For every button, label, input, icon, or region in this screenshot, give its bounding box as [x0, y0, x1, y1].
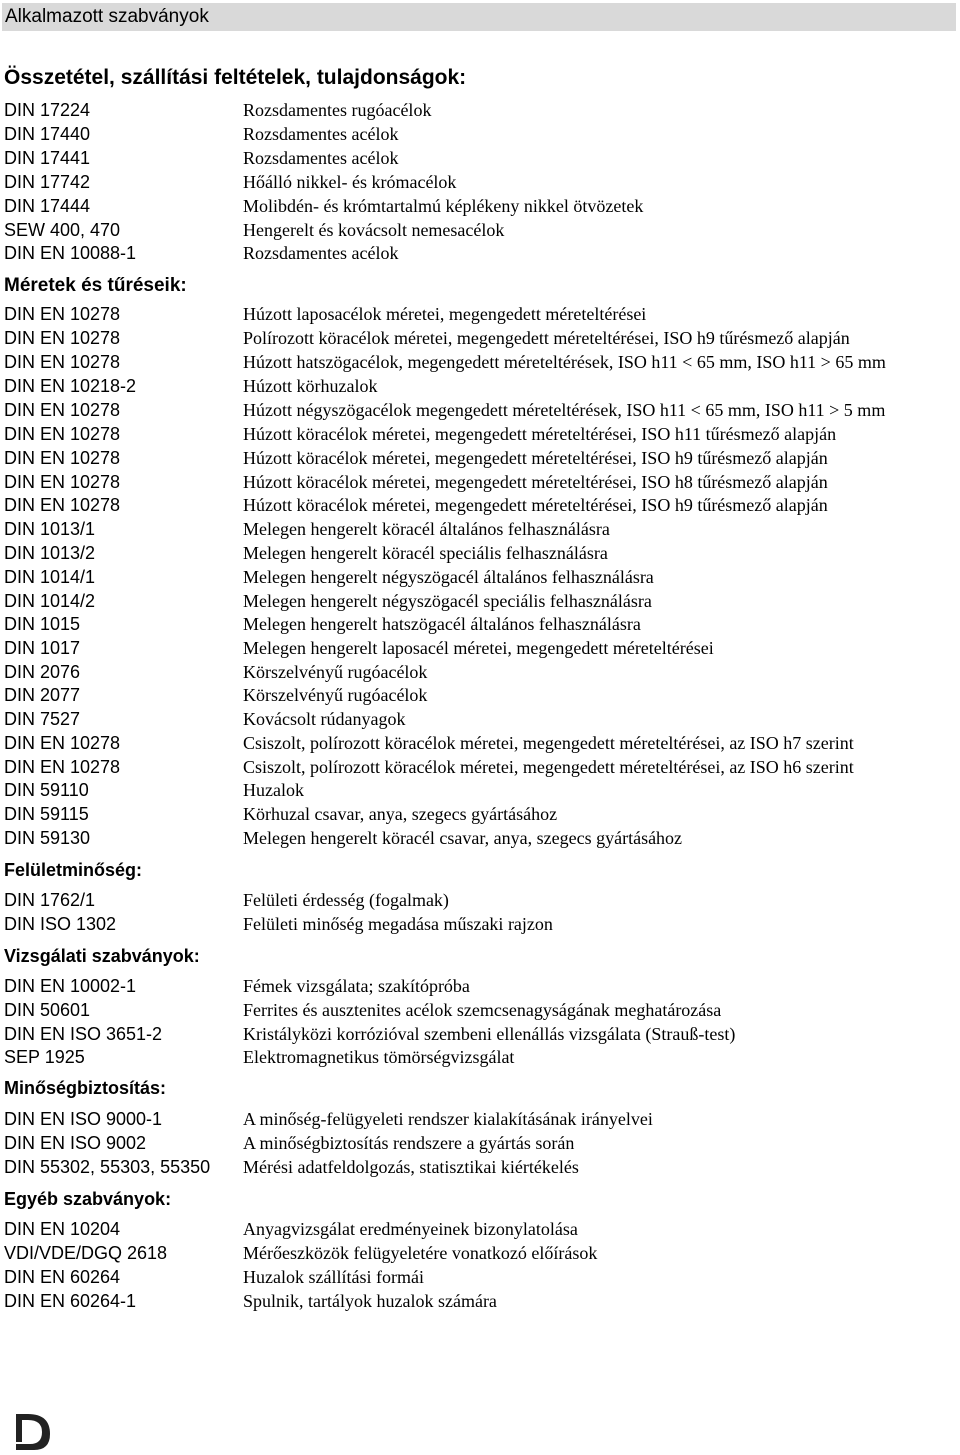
standard-code: DIN EN 10278	[4, 424, 121, 444]
standard-description: Melegen hengerelt köracél csavar, anya, szegecs gyártásához	[243, 828, 683, 848]
standard-description: Melegen hengerelt laposacél méretei, megengedett méreteltérései	[243, 638, 714, 658]
standard-description: Hengerelt és kovácsolt nemesacélok	[243, 220, 505, 240]
standard-code: DIN EN 10088-1	[4, 243, 137, 263]
standard-description: Melegen hengerelt négyszögacél speciális felhasználásra	[243, 591, 652, 611]
standard-description: Felületi érdesség (fogalmak)	[243, 890, 449, 910]
section-heading: Méretek és tűréseik:	[4, 275, 187, 296]
standard-description: Rozsdamentes rugóacélok	[243, 100, 432, 120]
standard-description: Fémek vizsgálata; szakítópróba	[243, 976, 470, 996]
standard-code: DIN EN 10278	[4, 472, 121, 492]
standard-code: SEP 1925	[4, 1047, 85, 1067]
standard-code: DIN 17440	[4, 124, 91, 144]
standard-description: Kovácsolt rúdanyagok	[243, 709, 406, 729]
standard-code: DIN 1013/2	[4, 543, 96, 563]
standard-code: DIN 55302, 55303, 55350	[4, 1157, 211, 1177]
standard-code: DIN EN 10278	[4, 328, 121, 348]
standard-description: Melegen hengerelt köracél speciális felhasználásra	[243, 543, 608, 563]
standard-code: DIN EN 10278	[4, 304, 121, 324]
standard-code: DIN 1762/1	[4, 890, 96, 910]
standard-description: Körhuzal csavar, anya, szegecs gyártásához	[243, 804, 558, 824]
standard-description: Ferrites és ausztenites acélok szemcsenagyságának meghatározása	[243, 1000, 722, 1020]
section-heading: Felületminőség:	[4, 860, 143, 880]
standard-description: Rozsdamentes acélok	[243, 243, 399, 263]
standard-description: Molibdén- és krómtartalmú képlékeny nikkel ötvözetek	[243, 196, 644, 216]
standard-code: DIN EN 60264	[4, 1267, 121, 1287]
standard-code: DIN EN 10002-1	[4, 976, 137, 996]
logo-icon	[14, 1412, 54, 1452]
standard-code: DIN 7527	[4, 709, 81, 729]
standard-description: Felületi minőség megadása műszaki rajzon	[243, 914, 553, 934]
standard-code: VDI/VDE/DGQ 2618	[4, 1243, 168, 1263]
standard-description: A minőség-felügyeleti rendszer kialakításának irányelvei	[243, 1109, 653, 1129]
standard-description: Mérési adatfeldolgozás, statisztikai kiértékelés	[243, 1157, 579, 1177]
section-heading: Összetétel, szállítási feltételek, tulajdonságok:	[4, 66, 467, 89]
standard-code: DIN EN 10204	[4, 1219, 121, 1239]
standard-description: Körszelvényű rugóacélok	[243, 685, 428, 705]
standard-code: DIN EN 10278	[4, 448, 121, 468]
standard-code: DIN EN ISO 3651-2	[4, 1024, 163, 1044]
standard-description: Húzott köracélok méretei, megengedett méreteltérései, ISO h9 tűrésmező alapján	[243, 495, 828, 515]
standard-description: Elektromagnetikus tömörségvizsgálat	[243, 1047, 515, 1067]
standard-description: Melegen hengerelt köracél általános felhasználásra	[243, 519, 610, 539]
standard-code: DIN 59110	[4, 780, 89, 800]
standard-code: DIN EN ISO 9002	[4, 1133, 147, 1153]
standard-code: DIN 2077	[4, 685, 81, 705]
standard-code: DIN 1017	[4, 638, 81, 658]
standard-code: DIN EN 10278	[4, 352, 121, 372]
standard-code: DIN 1014/2	[4, 591, 96, 611]
standard-code: DIN 1013/1	[4, 519, 96, 539]
standard-code: DIN 1015	[4, 614, 81, 634]
standard-description: Csiszolt, polírozott köracélok méretei, megengedett méreteltérései, az ISO h6 szerint	[243, 757, 854, 777]
standard-code: DIN 17444	[4, 196, 91, 216]
standard-description: Húzott köracélok méretei, megengedett méreteltérései, ISO h11 tűrésmező alapján	[243, 424, 837, 444]
standard-description: Huzalok	[243, 780, 304, 800]
standard-description: Huzalok szállítási formái	[243, 1267, 424, 1287]
standard-code: SEW 400, 470	[4, 220, 121, 240]
standard-code: DIN 59115	[4, 804, 89, 824]
standard-code: DIN EN 10278	[4, 733, 121, 753]
standard-description: Hőálló nikkel- és krómacélok	[243, 172, 457, 192]
standard-description: A minőségbiztosítás rendszere a gyártás során	[243, 1133, 575, 1153]
page-title: Alkalmazott szabványok	[5, 6, 209, 27]
standard-code: DIN EN 10278	[4, 757, 121, 777]
standard-code: DIN EN ISO 9000-1	[4, 1109, 163, 1129]
standard-description: Húzott köracélok méretei, megengedett méreteltérései, ISO h8 tűrésmező alapján	[243, 472, 828, 492]
standard-code: DIN ISO 1302	[4, 914, 117, 934]
standard-description: Húzott körhuzalok	[243, 376, 378, 396]
standard-code: DIN 17441	[4, 148, 91, 168]
standard-code: DIN EN 10218-2	[4, 376, 137, 396]
standard-code: DIN 2076	[4, 662, 81, 682]
standard-description: Mérőeszközök felügyeletére vonatkozó előírások	[243, 1243, 598, 1263]
standard-code: DIN 17742	[4, 172, 91, 192]
standard-code: DIN 59130	[4, 828, 91, 848]
standard-description: Spulnik, tartályok huzalok számára	[243, 1291, 497, 1311]
standard-description: Anyagvizsgálat eredményeinek bizonylatolása	[243, 1219, 578, 1239]
standard-description: Melegen hengerelt hatszögacél általános felhasználásra	[243, 614, 641, 634]
section-heading: Vizsgálati szabványok:	[4, 946, 200, 966]
standard-description: Csiszolt, polírozott köracélok méretei, megengedett méreteltérései, az ISO h7 szerint	[243, 733, 854, 753]
standard-description: Húzott laposacélok méretei, megengedett méreteltérései	[243, 304, 647, 324]
standard-code: DIN 50601	[4, 1000, 91, 1020]
title-bar	[2, 3, 956, 31]
standard-description: Körszelvényű rugóacélok	[243, 662, 428, 682]
standard-code: DIN 1014/1	[4, 567, 96, 587]
standard-description: Kristályközi korrózióval szembeni ellenállás vizsgálata (Strauß-test)	[243, 1024, 736, 1044]
standard-description: Húzott négyszögacélok megengedett méreteltérések, ISO h11 < 65 mm, ISO h11 > 5 mm	[243, 400, 886, 420]
standard-description: Rozsdamentes acélok	[243, 124, 399, 144]
standard-description: Polírozott köracélok méretei, megengedett méreteltérései, ISO h9 tűrésmező alapján	[243, 328, 850, 348]
section-heading: Minőségbiztosítás:	[4, 1078, 167, 1098]
standard-description: Húzott hatszögacélok, megengedett méreteltérések, ISO h11 < 65 mm, ISO h11 > 65 mm	[243, 352, 886, 372]
standard-code: DIN EN 10278	[4, 400, 121, 420]
standard-description: Rozsdamentes acélok	[243, 148, 399, 168]
standard-code: DIN 17224	[4, 100, 91, 120]
standard-code: DIN EN 10278	[4, 495, 121, 515]
standard-description: Húzott köracélok méretei, megengedett méreteltérései, ISO h9 tűrésmező alapján	[243, 448, 828, 468]
standard-code: DIN EN 60264-1	[4, 1291, 137, 1311]
standard-description: Melegen hengerelt négyszögacél általános felhasználásra	[243, 567, 654, 587]
section-heading: Egyéb szabványok:	[4, 1189, 172, 1209]
